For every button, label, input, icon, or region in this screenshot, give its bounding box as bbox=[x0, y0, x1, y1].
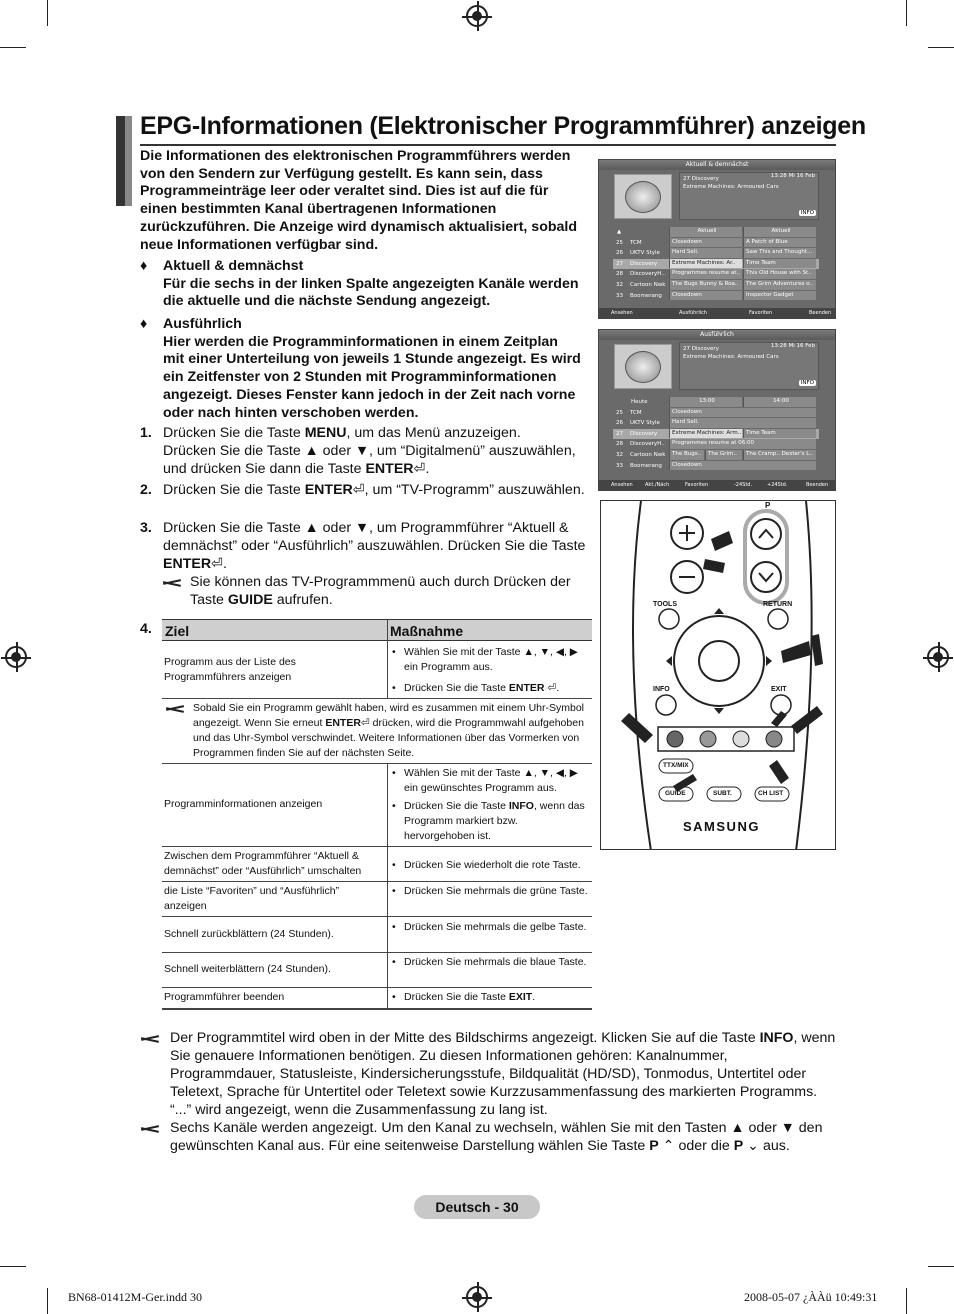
program-next: Inspector Gadget bbox=[743, 291, 816, 301]
program-next: Saw This and Thought... bbox=[743, 248, 816, 258]
col-header-action: Maßnahme bbox=[390, 623, 464, 639]
key-label: ENTER bbox=[508, 682, 545, 694]
program-slot: Extreme Machines: Arm.. bbox=[669, 429, 742, 439]
key-label: P bbox=[649, 1138, 659, 1154]
footer-favorites: Favoriten bbox=[685, 482, 709, 488]
title-accent-bar bbox=[125, 116, 132, 206]
note-arrow-icon bbox=[141, 1033, 161, 1043]
grid-header-row bbox=[613, 397, 819, 408]
remote-control-illustration bbox=[600, 500, 836, 850]
table-rule bbox=[162, 916, 592, 917]
program-slot: The Cramp.. Dexter's L.. bbox=[743, 450, 816, 460]
key-label: INFO bbox=[759, 1030, 794, 1046]
program-next: The Grim Adventures o.. bbox=[743, 280, 816, 290]
registration-mark-icon bbox=[5, 646, 27, 668]
note-text: Sie können das TV-Programmmenü auch durch Drücken der Taste bbox=[190, 574, 571, 608]
crop-mark bbox=[906, 1288, 907, 1314]
key-label: ENTER bbox=[365, 461, 414, 477]
channel-row[interactable] bbox=[613, 408, 819, 419]
footer-forward24: +24Std. bbox=[767, 482, 788, 488]
action-text: Drücken Sie die Taste bbox=[404, 800, 509, 812]
channel-name: UKTV Style bbox=[630, 250, 660, 257]
note-text: drücken, wird die Programmwahl aufgehoben und das Uhr-Symbol verschwindet. Weitere Informationen über das Vormerken von Programmen finden Sie auf der nächsten Seite. bbox=[193, 717, 584, 759]
channel-row-selected[interactable] bbox=[613, 259, 819, 270]
table-cell-goal: Programminformationen anzeigen bbox=[164, 798, 323, 810]
info-time: 13:28 Mi 16 Feb bbox=[770, 343, 815, 349]
grid-header-row bbox=[613, 227, 819, 238]
bullet-text: Hier werden die Programminformationen in einem Zeitplan mit einer Unterteilung von jeweils 1 Stunde angezeigt. Es wird ein Zeitfenster von 2 Stunden mit Programminformationen angezeigt. Dieses Fenster kann jedoch in der Zeit nach vorne oder nach hinten verschoben werden. bbox=[163, 333, 581, 421]
table-cell-action: • Drücken Sie wiederholt die rote Taste. bbox=[390, 858, 590, 873]
action-text: . bbox=[532, 991, 536, 1003]
file-slug: BN68-01412M-Ger.indd 30 bbox=[68, 1290, 202, 1304]
remote-drawing bbox=[601, 501, 836, 850]
info-title: Extreme Machines: Armoured Cars bbox=[683, 354, 779, 360]
note-six-channels bbox=[170, 1119, 836, 1155]
table-cell-action: • Drücken Sie mehrmals die blaue Taste. bbox=[390, 955, 590, 970]
action-text: . bbox=[556, 682, 560, 694]
channel-name: Cartoon Nwk bbox=[630, 281, 666, 288]
channel-name: Cartoon Nwk bbox=[630, 451, 666, 458]
table-cell-action bbox=[390, 681, 590, 696]
channel-number: 33 bbox=[616, 292, 623, 299]
tools-button[interactable]: TOOLS bbox=[653, 601, 677, 608]
table-cell-action: • Drücken Sie mehrmals die gelbe Taste. bbox=[390, 920, 590, 935]
return-button[interactable]: RETURN bbox=[763, 601, 793, 608]
footer-exit: Beenden bbox=[809, 310, 832, 316]
enter-icon: ⏎ bbox=[211, 556, 223, 572]
note-text: Sobald Sie ein Programm gewählt haben, wird es zusammen mit einem Uhr-Symbol angezeigt. Wenn Sie erneut bbox=[193, 702, 585, 729]
note-text: oder die bbox=[674, 1138, 734, 1154]
channel-name: Boomerang bbox=[630, 462, 662, 469]
registration-mark-icon bbox=[927, 646, 949, 668]
program-slot: The Bugs.. bbox=[669, 450, 704, 460]
channel-p-label: P bbox=[765, 501, 771, 510]
channel-row[interactable] bbox=[613, 291, 819, 302]
bullet-symbol: ♦ bbox=[140, 258, 148, 274]
crop-mark bbox=[928, 1266, 954, 1267]
scroll-up-icon: ▲ bbox=[617, 229, 622, 235]
footer-exit: Beenden bbox=[806, 482, 829, 488]
step-number: 1. bbox=[140, 425, 152, 441]
step-text: , um “TV-Programm” auszuwählen. bbox=[364, 482, 585, 498]
page-number-badge: Deutsch - 30 bbox=[414, 1195, 540, 1219]
channel-row[interactable] bbox=[613, 280, 819, 291]
table-rule bbox=[162, 846, 592, 847]
channel-number: 26 bbox=[616, 250, 623, 257]
channel-number: 26 bbox=[616, 420, 623, 427]
program-slot: The Grim.. bbox=[705, 450, 742, 460]
table-cell-goal: Zwischen dem Programmführer “Aktuell & demnächst” oder “Ausführlich” umschalten bbox=[164, 850, 362, 877]
title-rule bbox=[140, 144, 836, 146]
note-text: aus. bbox=[759, 1138, 790, 1154]
channel-number: 25 bbox=[616, 239, 623, 246]
program-now: The Bugs Bunny & Roa.. bbox=[669, 280, 742, 290]
program-now: Closedown bbox=[669, 238, 742, 248]
table-cell-action bbox=[390, 990, 590, 1005]
action-text: Drücken Sie die Taste bbox=[404, 682, 509, 694]
footer-view: Ansehen bbox=[611, 482, 633, 488]
channel-list-button[interactable]: CH LIST bbox=[758, 790, 784, 797]
program-next: This Old House with St.. bbox=[743, 269, 816, 279]
program-slot: Closedown bbox=[669, 408, 816, 418]
step-text: Drücken Sie die Taste ▲ oder ▼, um Programmführer “Aktuell & demnächst” oder “Ausführlich” auszuwählen. Drücken Sie die Taste bbox=[163, 520, 586, 554]
crop-mark bbox=[0, 1266, 26, 1267]
footer-back24: -24Std. bbox=[734, 482, 753, 488]
channel-name: UKTV Style bbox=[630, 420, 660, 427]
note-arrow-icon bbox=[141, 1123, 161, 1133]
epg-grid bbox=[613, 227, 819, 301]
key-label: ENTER bbox=[325, 717, 361, 729]
table-rule bbox=[162, 1008, 592, 1010]
table-cell-action bbox=[390, 799, 590, 844]
table-rule bbox=[162, 763, 592, 764]
key-label: MENU bbox=[304, 425, 347, 441]
note-program-title bbox=[170, 1029, 836, 1119]
subtitle-button[interactable]: SUBT. bbox=[713, 790, 732, 797]
info-badge: INFO bbox=[800, 380, 814, 386]
table-cell-goal: Programm aus der Liste des Programmführers anzeigen bbox=[164, 656, 296, 683]
step-text: . bbox=[222, 556, 227, 572]
registration-mark-icon bbox=[466, 5, 488, 27]
table-cell-goal: Schnell zurückblättern (24 Stunden). bbox=[164, 928, 334, 940]
channel-number: 27 bbox=[616, 260, 623, 267]
channel-name: Discovery bbox=[630, 260, 658, 267]
screen-header: Ausführlich bbox=[599, 330, 835, 340]
table-cell-goal: die Liste “Favoriten” und “Ausführlich” anzeigen bbox=[164, 885, 340, 912]
channel-preview bbox=[614, 174, 672, 219]
epg-screen-now-next bbox=[598, 159, 836, 319]
channel-up-icon: ⌃ bbox=[658, 1138, 675, 1154]
registration-mark-icon bbox=[466, 1286, 488, 1308]
channel-row[interactable] bbox=[613, 461, 819, 472]
note-arrow-icon bbox=[166, 703, 186, 713]
footer-detail: Ausführlich bbox=[679, 310, 708, 316]
footer-mode: Akt./Näch bbox=[645, 482, 670, 488]
channel-name: TCM bbox=[630, 409, 642, 416]
date-slug: 2008-05-07 ¿ÀÀü 10:49:31 bbox=[744, 1290, 878, 1304]
table-note bbox=[193, 701, 591, 761]
channel-row[interactable] bbox=[613, 248, 819, 259]
info-channel: 27 Discovery bbox=[683, 176, 719, 182]
step-number: 4. bbox=[140, 621, 152, 637]
col-header-goal: Ziel bbox=[165, 623, 190, 639]
screen-footer bbox=[599, 308, 835, 318]
crop-mark bbox=[0, 47, 26, 48]
note-text: Sechs Kanäle werden angezeigt. Um den Kanal zu wechseln, wählen Sie mit den Tasten ▲ oder ▼ den gewünschten Kanal aus. Für eine seitenweise Darstellung wählen Sie Taste bbox=[170, 1120, 823, 1154]
channel-name: Boomerang bbox=[630, 292, 662, 299]
channel-row[interactable] bbox=[613, 450, 819, 461]
note-text: , wenn Sie genauere Informationen benötigen. Zu diesen Informationen gehören: Kanalnummer, Programmdauer, Statusleiste, Kindersicherungsstufe, Bildqualität (HD/SD), Tonmodus, Untertitel oder Teletext, Sprache für Untertitel oder Teletext sowie Kurzzusammenfassung des markierten Programms. “...” wird angezeigt, wenn die Zusammenfassung zu lang ist. bbox=[170, 1030, 836, 1118]
table-cell-action: • Wählen Sie mit der Taste ▲, ▼, ◀, ▶ ein gewünschtes Programm aus. bbox=[390, 766, 590, 796]
channel-number: 28 bbox=[616, 271, 623, 278]
enter-icon: ⏎ bbox=[413, 461, 426, 477]
footer-view: Ansehen bbox=[611, 310, 633, 316]
guide-button[interactable]: GUIDE bbox=[665, 790, 686, 797]
table-rule bbox=[162, 698, 592, 699]
bullet-heading: Ausführlich bbox=[163, 316, 242, 332]
channel-number: 28 bbox=[616, 441, 623, 448]
epg-timeline-grid bbox=[613, 397, 819, 471]
brand-logo: SAMSUNG bbox=[683, 819, 760, 834]
screen-header: Aktuell & demnächst bbox=[599, 160, 835, 170]
channel-row[interactable] bbox=[613, 269, 819, 280]
note-text: aufrufen. bbox=[272, 592, 333, 608]
channel-number: 27 bbox=[616, 430, 623, 437]
program-info-panel bbox=[679, 342, 819, 390]
table-cell-goal: Schnell weiterblättern (24 Stunden). bbox=[164, 963, 331, 975]
channel-row[interactable] bbox=[613, 439, 819, 450]
table-cell-action: • Wählen Sie mit der Taste ▲, ▼, ◀, ▶ ein Programm aus. bbox=[390, 645, 590, 675]
col-now: Aktuell bbox=[669, 227, 742, 237]
program-now: Extreme Machines: Ar.. bbox=[669, 259, 742, 269]
crop-mark bbox=[47, 0, 48, 26]
table-header bbox=[162, 619, 592, 641]
channel-name: DiscoveryH.. bbox=[630, 271, 665, 278]
key-label: INFO bbox=[508, 800, 534, 812]
ttx-mix-button[interactable]: TTX/MIX bbox=[663, 762, 689, 769]
key-label: EXIT bbox=[508, 991, 533, 1003]
page-title: EPG-Informationen (Elektronischer Programmführer) anzeigen bbox=[140, 112, 866, 140]
channel-number: 32 bbox=[616, 451, 623, 458]
epg-screen-detail bbox=[598, 329, 836, 491]
screen-footer bbox=[599, 480, 835, 490]
crop-mark bbox=[47, 1288, 48, 1314]
key-label: ENTER bbox=[163, 556, 212, 572]
note-arrow-icon bbox=[163, 577, 183, 587]
step-text: Drücken Sie die Taste bbox=[163, 482, 305, 498]
program-slot: Time Team bbox=[743, 429, 816, 439]
program-slot: Closedown bbox=[669, 461, 816, 471]
program-slot: Hard Sell. bbox=[669, 418, 816, 428]
time-slot: 13:00 bbox=[669, 397, 742, 407]
channel-number: 32 bbox=[616, 281, 623, 288]
step-number: 2. bbox=[140, 482, 152, 498]
crop-mark bbox=[928, 47, 954, 48]
info-time: 13:28 Mi 16 Feb bbox=[770, 173, 815, 179]
program-next: A Patch of Blue bbox=[743, 238, 816, 248]
exit-button[interactable]: EXIT bbox=[771, 686, 787, 693]
col-next: Aktuell bbox=[743, 227, 816, 237]
key-label: P bbox=[733, 1138, 744, 1154]
program-slot: Programmes resume at 06:00 bbox=[669, 439, 816, 449]
program-info-panel bbox=[679, 172, 819, 220]
key-label: GUIDE bbox=[227, 592, 273, 608]
channel-name: DiscoveryH.. bbox=[630, 441, 665, 448]
step-number: 3. bbox=[140, 520, 152, 536]
info-badge: INFO bbox=[800, 210, 814, 216]
program-next: Time Team bbox=[743, 259, 816, 269]
program-now: Closedown bbox=[669, 291, 742, 301]
channel-down-icon: ⌄ bbox=[743, 1138, 760, 1154]
day-label: Heute bbox=[631, 399, 648, 405]
info-button[interactable]: INFO bbox=[653, 686, 670, 693]
key-label: ENTER bbox=[304, 482, 353, 498]
channel-name: TCM bbox=[630, 239, 642, 246]
enter-icon: ⏎ bbox=[352, 482, 365, 498]
bullet-symbol: ♦ bbox=[140, 316, 148, 332]
channel-row[interactable] bbox=[613, 418, 819, 429]
table-cell-goal: Programmführer beenden bbox=[164, 991, 285, 1003]
info-channel: 27 Discovery bbox=[683, 346, 719, 352]
footer-favorites: Favoriten bbox=[749, 310, 773, 316]
table-cell-action: • Drücken Sie mehrmals die grüne Taste. bbox=[390, 884, 590, 899]
step-text: . bbox=[425, 461, 430, 477]
channel-preview bbox=[614, 344, 672, 389]
intro-paragraph: Die Informationen des elektronischen Programmführers werden von den Sendern zur Verfügung gestellt. Es kann sein, dass Programmeinträge leer oder veraltet sind. Dies ist auf die für einen bestimmten Kanal übertragenen Informationen zurückzuführen. Die Anzeige wird dynamisch aktualisiert, sobald neue Informationen verfügbar sind. bbox=[140, 148, 578, 253]
channel-number: 25 bbox=[616, 409, 623, 416]
note-text: Der Programmtitel wird oben in der Mitte des Bildschirms angezeigt. Klicken Sie auf die Taste bbox=[170, 1030, 760, 1046]
action-text: , wenn das Programm markiert bzw. hervorgehoben ist. bbox=[404, 800, 585, 842]
channel-row-selected[interactable] bbox=[613, 429, 819, 440]
action-text: Drücken Sie die Taste bbox=[404, 991, 509, 1003]
table-divider bbox=[387, 619, 388, 698]
crop-mark bbox=[906, 0, 907, 26]
step-text: , um das Menü anzuzeigen. bbox=[346, 425, 521, 441]
table-rule bbox=[162, 952, 592, 953]
table-divider bbox=[387, 763, 388, 1008]
table-rule bbox=[162, 881, 592, 882]
bullet-heading: Aktuell & demnächst bbox=[163, 258, 304, 274]
info-title: Extreme Machines: Armoured Cars bbox=[683, 184, 779, 190]
bullet-text: Für die sechs in der linken Spalte angezeigten Kanäle werden die aktuelle und die nächste Sendung angezeigt. bbox=[163, 275, 579, 310]
enter-icon: ⏎ bbox=[544, 682, 557, 694]
channel-name: Discovery bbox=[630, 430, 658, 437]
time-slot: 14:00 bbox=[743, 397, 816, 407]
enter-icon: ⏎ bbox=[360, 717, 370, 729]
channel-number: 33 bbox=[616, 462, 623, 469]
program-now: Programmes resume at.. bbox=[669, 269, 742, 279]
program-now: Hard Sell. bbox=[669, 248, 742, 258]
step-text: Drücken Sie die Taste bbox=[163, 425, 305, 441]
channel-row[interactable] bbox=[613, 238, 819, 249]
table-rule bbox=[162, 987, 592, 988]
step-text: Drücken Sie die Taste ▲ oder ▼, um “Digitalmenü” auszuwählen, und drücken Sie dann die Taste bbox=[163, 443, 576, 477]
